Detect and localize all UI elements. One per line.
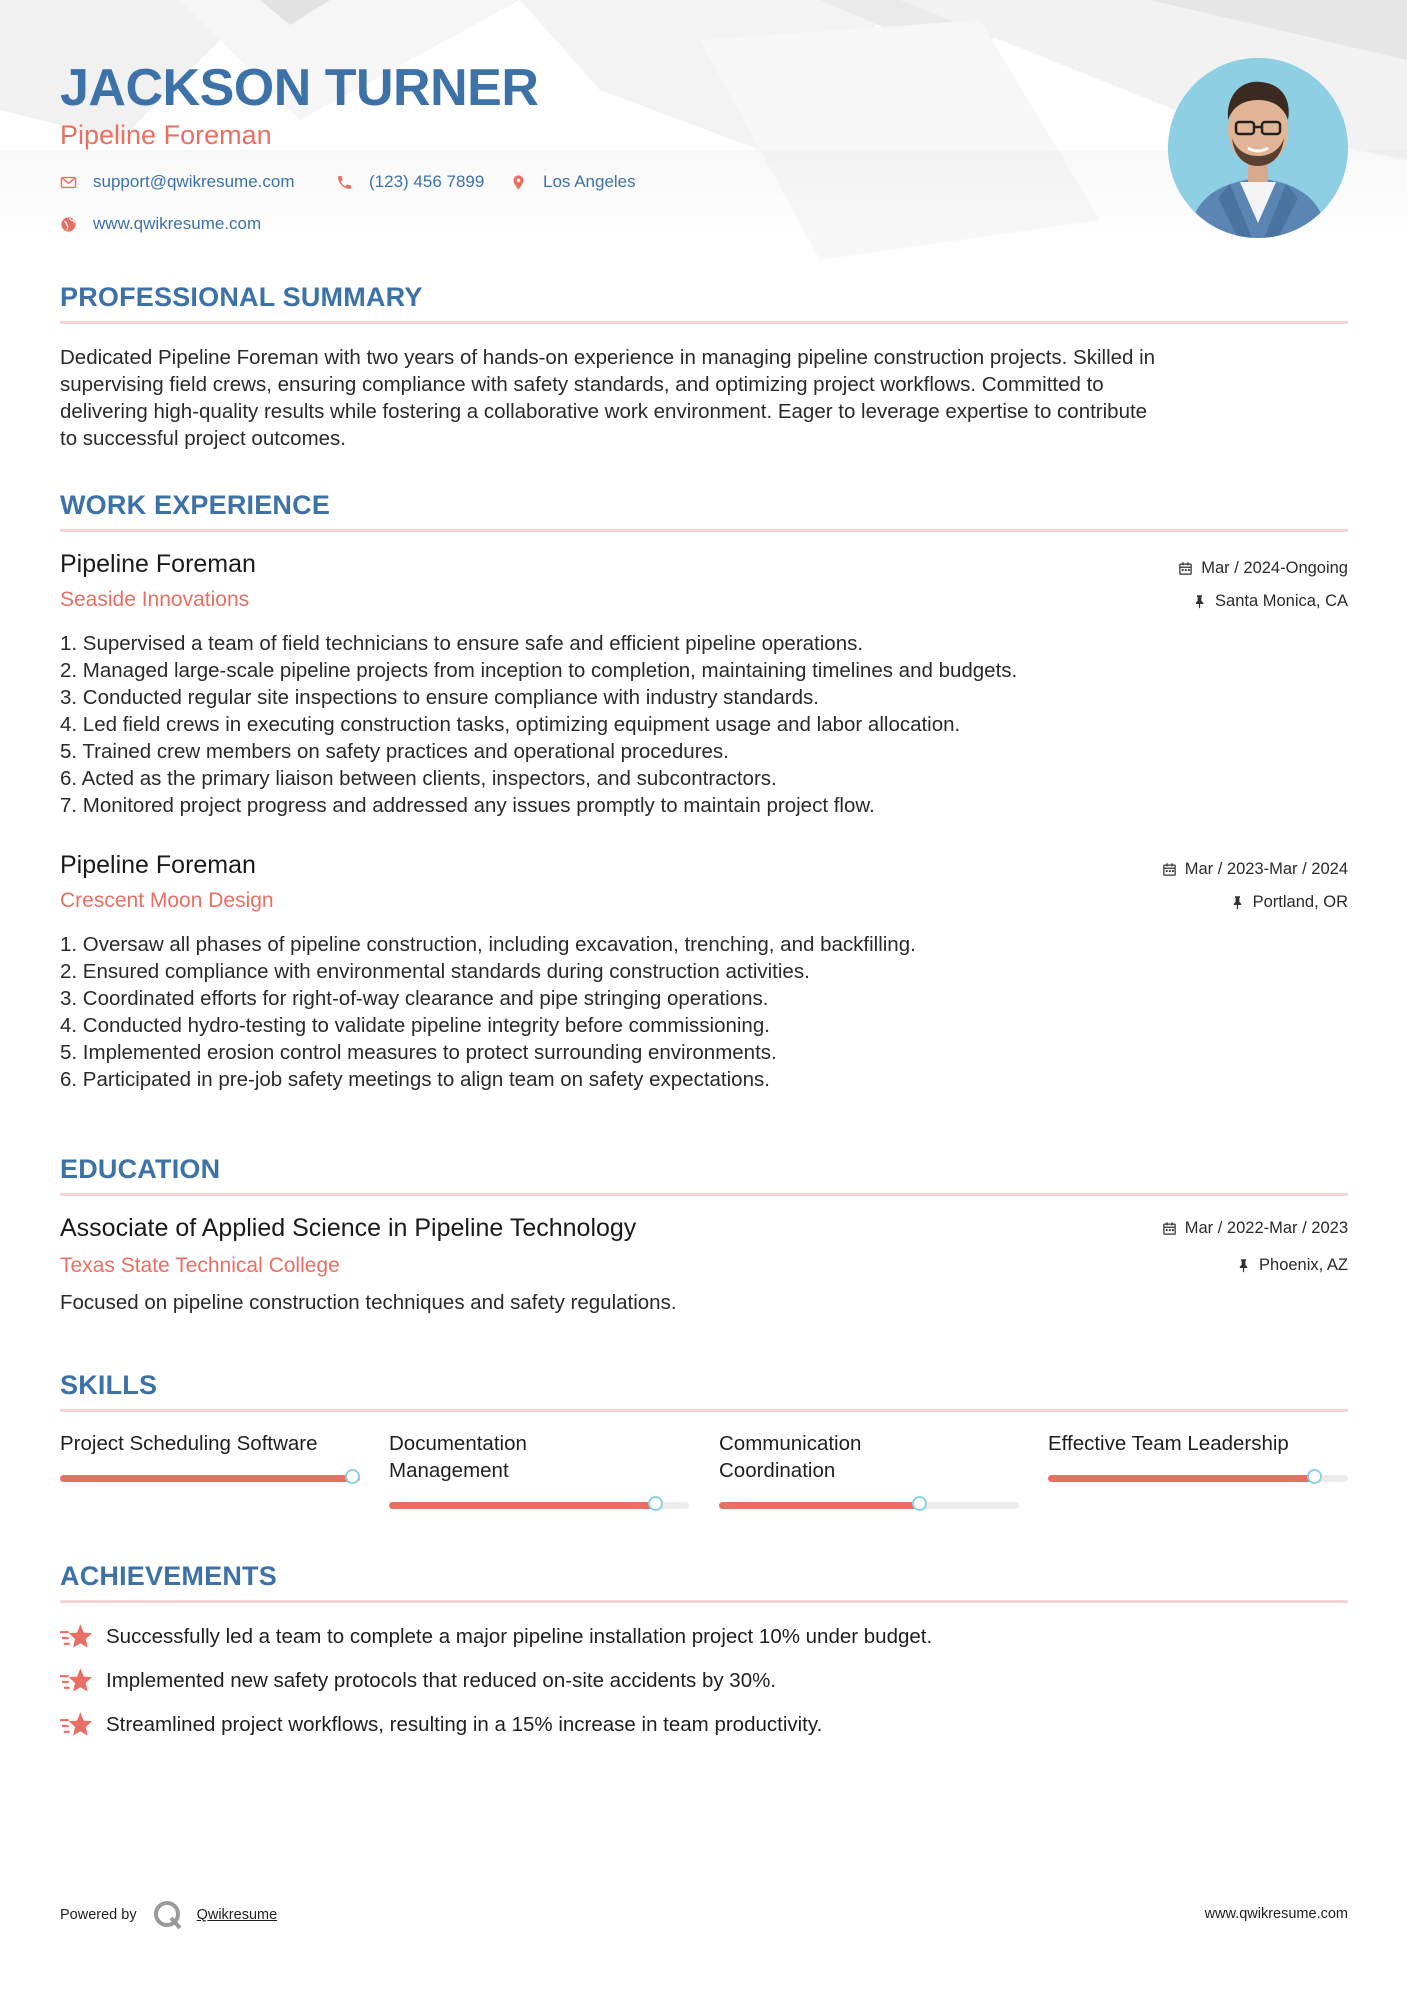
achievement-item <box>60 1667 776 1695</box>
job-company: Seaside Innovations <box>60 588 250 611</box>
map-pin-icon <box>510 174 527 191</box>
experience-heading: WORK EXPERIENCE <box>60 490 331 520</box>
achievement-text: Streamlined project workflows, resulting in a 15% increase in team productivity. <box>106 1713 823 1736</box>
education-location-text: Phoenix, AZ <box>1259 1256 1348 1274</box>
list-item: 1. Supervised a team of field technicians to ensure safe and efficient pipeline operations. <box>60 632 864 655</box>
skill-bar-fill <box>60 1475 360 1482</box>
skills-heading: SKILLS <box>60 1370 158 1400</box>
profile-photo <box>1168 58 1348 238</box>
skill-bar-fill <box>389 1502 656 1509</box>
skill-name-line2: Management <box>389 1459 509 1482</box>
phone-text: (123) 456 7899 <box>369 172 485 191</box>
education-school: Texas State Technical College <box>60 1254 340 1277</box>
email-text: support@qwikresume.com <box>93 172 295 191</box>
education-divider <box>60 1193 1348 1196</box>
calendar-icon <box>1162 862 1177 877</box>
skill-name-line2: Coordination <box>719 1459 836 1482</box>
job-title: Pipeline Foreman <box>60 851 256 879</box>
contact-website[interactable] <box>60 214 261 234</box>
achievement-text: Implemented new safety protocols that reduced on-site accidents by 30%. <box>106 1669 777 1692</box>
star-icon <box>60 1623 93 1651</box>
pushpin-icon <box>1230 895 1245 910</box>
job-bullets <box>60 630 1348 819</box>
achievement-item <box>60 1711 822 1739</box>
website-text: www.qwikresume.com <box>93 214 262 233</box>
skill-name: Project Scheduling Software <box>60 1432 318 1455</box>
job-location <box>1192 592 1348 611</box>
candidate-name: JACKSON TURNER <box>60 59 539 117</box>
education-description: Focused on pipeline construction techniques and safety regulations. <box>60 1291 677 1314</box>
achievement-item <box>60 1623 932 1651</box>
achievements-divider <box>60 1600 1348 1603</box>
summary-text <box>60 344 1348 452</box>
footer-powered-by <box>60 1900 277 1930</box>
calendar-icon <box>1162 1221 1177 1236</box>
achievement-text: Successfully led a team to complete a major pipeline installation project 10% under budget. <box>106 1625 933 1648</box>
skill-name: Effective Team Leadership <box>1048 1432 1289 1455</box>
list-item: 5. Implemented erosion control measures to protect surrounding environments. <box>60 1041 777 1064</box>
powered-by-label: Powered by <box>60 1907 137 1923</box>
star-icon <box>60 1667 93 1695</box>
skill-item <box>60 1430 360 1457</box>
job-company: Crescent Moon Design <box>60 889 274 912</box>
list-item: 1. Oversaw all phases of pipeline construction, including excavation, trenching, and backfilling. <box>60 933 916 956</box>
skill-bar-fill <box>1048 1475 1315 1482</box>
skill-bar-knob <box>1307 1469 1322 1484</box>
skill-item <box>389 1430 689 1484</box>
summary-line: supervising field crews, ensuring compliance with safety standards, and optimizing project workflows. Committed to <box>60 373 1104 396</box>
summary-line: delivering high-quality results while fostering a collaborative work environment. Eager to leverage expertise to contribute <box>60 400 1148 423</box>
summary-line: to successful project outcomes. <box>60 427 346 450</box>
summary-heading: PROFESSIONAL SUMMARY <box>60 282 423 312</box>
qwikresume-link[interactable]: Qwikresume <box>196 1907 278 1923</box>
skill-bar-fill <box>719 1502 920 1509</box>
skill-item <box>719 1430 1019 1484</box>
skills-divider <box>60 1409 1348 1412</box>
list-item: 4. Conducted hydro-testing to validate pipeline integrity before commissioning. <box>60 1014 770 1037</box>
skill-name: Documentation <box>389 1432 527 1455</box>
list-item: 2. Ensured compliance with environmental standards during construction activities. <box>60 960 810 983</box>
job-dates-text: Mar / 2024-Ongoing <box>1201 559 1348 577</box>
education-dates-text: Mar / 2022-Mar / 2023 <box>1184 1219 1348 1237</box>
education-degree: Associate of Applied Science in Pipeline Technology <box>60 1214 637 1242</box>
education-dates <box>1162 1219 1348 1238</box>
skill-bar-knob <box>648 1496 663 1511</box>
skill-bar <box>719 1502 1019 1509</box>
achievements-heading: ACHIEVEMENTS <box>60 1561 277 1591</box>
list-item: 2. Managed large-scale pipeline projects from inception to completion, maintaining timelines and budgets. <box>60 659 1018 682</box>
skill-bar <box>389 1502 689 1509</box>
envelope-icon <box>60 174 77 191</box>
contact-location <box>510 172 636 192</box>
globe-icon <box>60 216 77 233</box>
pushpin-icon <box>1192 594 1207 609</box>
skill-bar-knob <box>345 1469 360 1484</box>
pushpin-icon <box>1236 1258 1251 1273</box>
job-location-text: Portland, OR <box>1252 893 1348 911</box>
summary-line: Dedicated Pipeline Foreman with two years of hands-on experience in managing pipeline construction projects. Skilled in <box>60 346 1156 369</box>
phone-icon <box>336 174 353 191</box>
list-item: 3. Conducted regular site inspections to ensure compliance with industry standards. <box>60 686 819 709</box>
job-location-text: Santa Monica, CA <box>1215 592 1348 610</box>
location-text: Los Angeles <box>543 172 636 191</box>
education-location <box>1236 1256 1348 1275</box>
job-dates <box>1162 860 1348 879</box>
list-item: 3. Coordinated efforts for right-of-way clearance and pipe stringing operations. <box>60 987 769 1010</box>
skill-item <box>1048 1430 1348 1457</box>
skill-bar-knob <box>912 1496 927 1511</box>
summary-divider <box>60 321 1348 324</box>
contact-phone[interactable] <box>336 172 484 192</box>
job-title: Pipeline Foreman <box>60 550 256 578</box>
job-location <box>1230 893 1348 912</box>
star-icon <box>60 1711 93 1739</box>
job-dates-text: Mar / 2023-Mar / 2024 <box>1184 860 1348 878</box>
list-item: 6. Acted as the primary liaison between clients, inspectors, and subcontractors. <box>60 767 777 790</box>
skill-bar <box>60 1475 360 1482</box>
list-item: 4. Led field crews in executing construction tasks, optimizing equipment usage and labor allocation. <box>60 713 961 736</box>
contact-email[interactable] <box>60 172 295 192</box>
experience-divider <box>60 529 1348 532</box>
list-item: 7. Monitored project progress and addressed any issues promptly to maintain project flow. <box>60 794 875 817</box>
job-dates <box>1178 559 1348 578</box>
candidate-title: Pipeline Foreman <box>60 120 272 150</box>
profile-portrait-illustration <box>1168 58 1348 238</box>
qwikresume-logo-icon <box>153 1900 183 1930</box>
job-bullets <box>60 931 1348 1093</box>
list-item: 6. Participated in pre-job safety meetings to align team on safety expectations. <box>60 1068 770 1091</box>
skill-bar <box>1048 1475 1348 1482</box>
calendar-icon <box>1178 561 1193 576</box>
footer-website[interactable]: www.qwikresume.com <box>1204 1906 1348 1922</box>
list-item: 5. Trained crew members on safety practices and operational procedures. <box>60 740 729 763</box>
education-heading: EDUCATION <box>60 1154 221 1184</box>
skill-name: Communication <box>719 1432 862 1455</box>
